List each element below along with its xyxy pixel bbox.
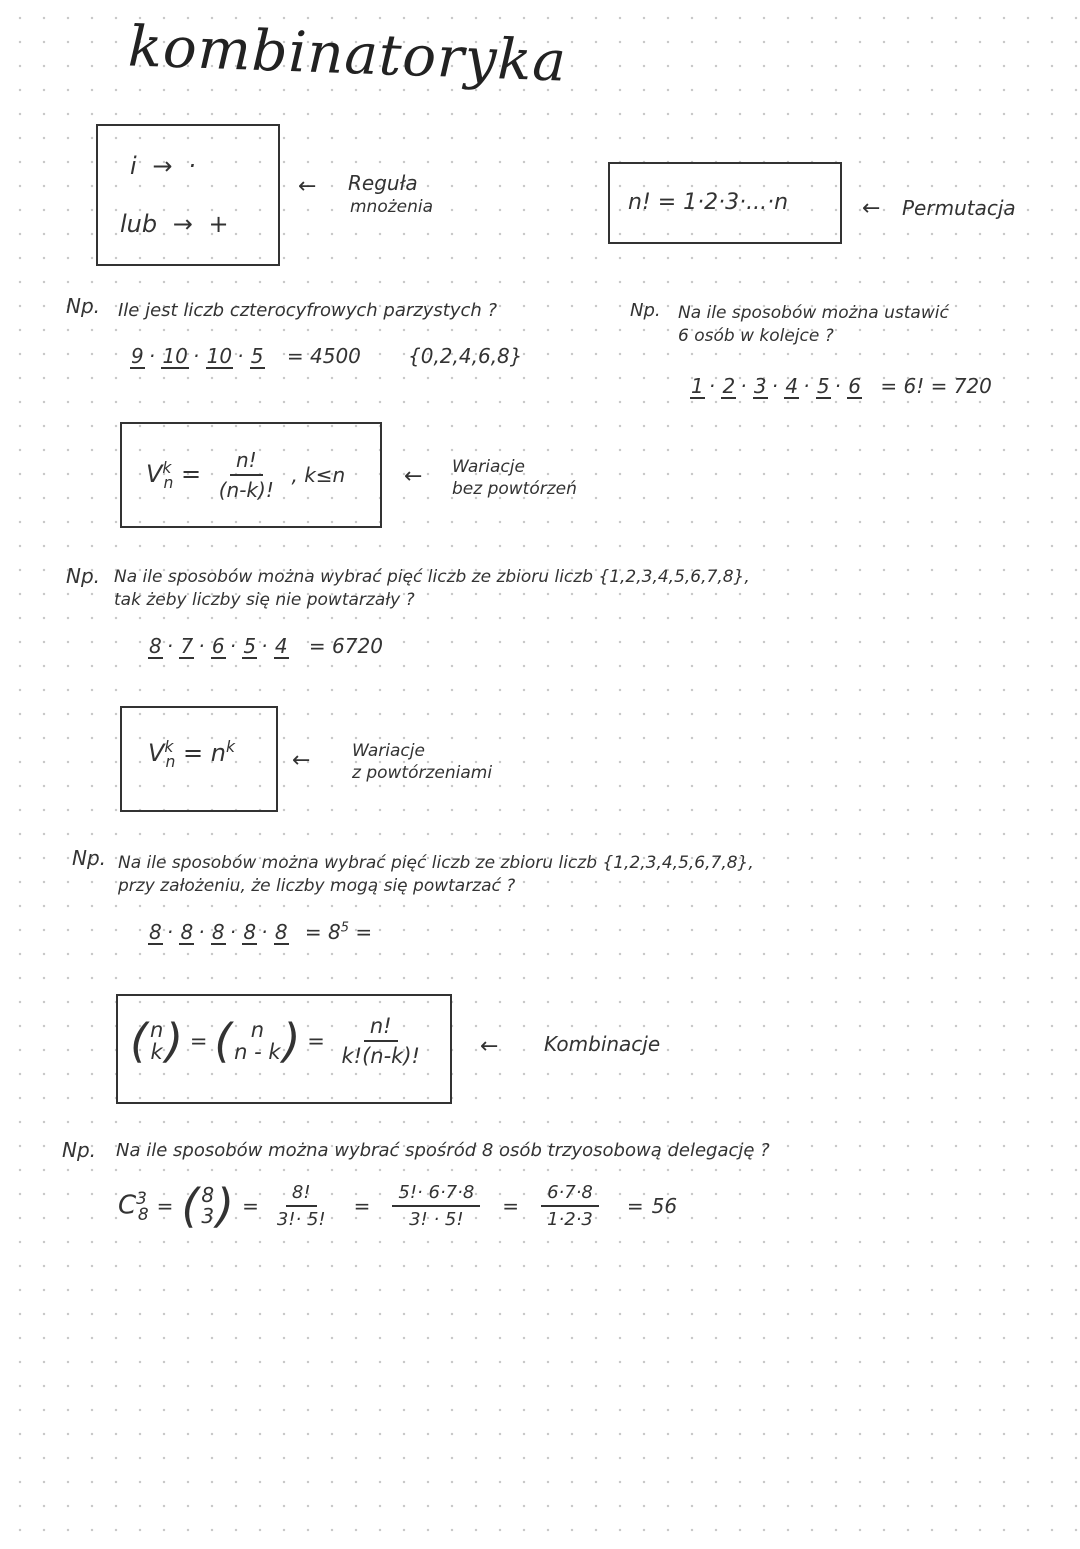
variation-arrow: ← — [404, 464, 423, 489]
example5-np: Np. — [62, 1138, 97, 1162]
example1-solution: 9 · 10 · 10 · 5 = 4500 — [131, 344, 361, 368]
example3-question: Na ile sposobów można wybrać pięć liczb ze zbioru liczb {1,2,3,4,5,6,7,8}, tak żeby liczby się nie powtarzały ? — [114, 567, 750, 610]
example1-set: {0,2,4,6,8} — [408, 344, 523, 368]
rule-arrow: ← — [298, 174, 317, 199]
permutation-formula: n! = 1·2·3·...·n — [628, 190, 789, 215]
example2-result: = 6! = 720 — [880, 374, 992, 398]
example5-binom: ( 8 3 ) — [181, 1179, 235, 1233]
example1-factor: 10 — [206, 344, 233, 368]
example3-factor: 6 — [211, 634, 225, 658]
example3-factor: 4 — [274, 634, 288, 658]
example3-factor: 5 — [243, 634, 257, 658]
example2-factor: 1 — [691, 374, 704, 398]
example5-fraction-3: $\frac{6\cdot 7\cdot 8}{1\cdot 2\cdot 3}$ — [541, 1182, 599, 1230]
example5-fraction-2: $\frac{5!\cdot 6\cdot 7\cdot 8}{3! \cdot 5!}$ — [392, 1182, 480, 1230]
example4-factor: 8 — [180, 920, 194, 944]
example4-factor: 8 — [274, 920, 288, 944]
variation-repetition-box — [120, 706, 278, 812]
example5-question: Na ile sposobów można wybrać spośród 8 osób trzyosobową delegację ? — [116, 1140, 770, 1161]
combination-formula: ( n k ) = ( n n - k ) = $\frac{n!}{k!(n-k)!}$ — [130, 1014, 430, 1068]
example4-np: Np. — [72, 846, 107, 870]
combination-binom-1: ( n k ) — [130, 1014, 184, 1068]
combination-binom-2: ( n n - k ) — [214, 1014, 301, 1068]
variation-formula: $V^k_n$ = $\frac{n!}{(n-k)!}$ , k≤n — [146, 448, 346, 502]
rule-line-or: lub → + — [120, 210, 229, 238]
example3-factor: 7 — [180, 634, 194, 658]
example2-solution: 1 · 2 · 3 · 4 · 5 · 6 = 6! = 720 — [691, 374, 992, 398]
example4-factor: 8 — [243, 920, 257, 944]
example3-result: = 6720 — [308, 634, 383, 658]
permutation-arrow: ← — [862, 196, 881, 221]
example1-factor: 9 — [131, 344, 144, 368]
page-title: kombinatoryka — [126, 14, 568, 95]
example2-question: Na ile sposobów można ustawić 6 osób w kolejce ? — [678, 303, 949, 346]
example4-factor: 8 — [149, 920, 162, 944]
rule-line-and: i → · — [130, 152, 196, 180]
example2-factor: 3 — [753, 374, 767, 398]
variation-box — [120, 422, 382, 528]
variation-lhs: $V^k_n$ — [146, 459, 174, 492]
variation-repetition-formula: $V^k_n = n^k$ — [148, 738, 235, 771]
example3-factor: 8 — [149, 634, 162, 658]
example1-result: = 4500 — [286, 344, 361, 368]
combination-fraction: $\frac{n!}{k!(n-k)!}$ — [341, 1014, 420, 1068]
example2-factor: 4 — [785, 374, 799, 398]
example1-factor: 10 — [162, 344, 188, 368]
example4-solution: $8 \cdot 8 \cdot 8 \cdot 8 \cdot 8 = 8^5$ = — [149, 920, 373, 944]
example1-question: Ile jest liczb czterocyfrowych parzystych ? — [118, 300, 498, 321]
example2-factor: 5 — [816, 374, 830, 398]
permutation-box — [608, 162, 842, 244]
example2-np: Np. — [630, 300, 661, 321]
permutation-label: Permutacja — [902, 196, 1016, 220]
variation-repetition-arrow: ← — [292, 748, 311, 773]
example3-np: Np. — [66, 564, 101, 588]
combination-label: Kombinacje — [544, 1032, 661, 1056]
example2-factor: 2 — [722, 374, 736, 398]
example4-result: = $8^5$ = — [304, 920, 373, 944]
example4-question: Na ile sposobów można wybrać pięć liczb ze zbioru liczb {1,2,3,4,5,6,7,8}, przy założeniu, że liczby mogą się powtarzać ? — [118, 853, 754, 896]
variation-label: Wariacje bez powtórzeń — [452, 457, 577, 500]
variation-fraction: $\frac{n!}{(n-k)!}$ — [218, 448, 274, 502]
example5-result: 56 — [651, 1194, 678, 1218]
example5-c: $C^3_8$ — [118, 1188, 149, 1224]
example2-factor: 6 — [848, 374, 861, 398]
multiplication-rule-box — [96, 124, 280, 266]
example5-solution: $C^3_8$ = ( 8 3 ) = $\frac{8!}{3!\cdot 5!}$ = $\frac{5!\cdot 6\cdot 7\cdot 8}{3! \cdot 5!}$ = $\frac{6\cdot 7\cdot 8}{1\cdot 2\cdot 3}$ = 56 — [118, 1179, 678, 1233]
variation-repetition-label: Wariacje z powtórzeniami — [352, 741, 493, 784]
combination-box — [116, 994, 452, 1104]
example5-fraction-1: $\frac{8!}{3!\cdot 5!}$ — [276, 1182, 326, 1230]
combination-arrow: ← — [480, 1034, 499, 1059]
example1-np: Np. — [66, 294, 101, 318]
variation-condition: , k≤n — [291, 463, 346, 487]
example1-factor: 5 — [250, 344, 264, 368]
rule-label: Reguła mnożenia — [348, 171, 434, 217]
example4-factor: 8 — [211, 920, 225, 944]
example3-solution: 8 · 7 · 6 · 5 · 4 = 6720 — [149, 634, 383, 658]
